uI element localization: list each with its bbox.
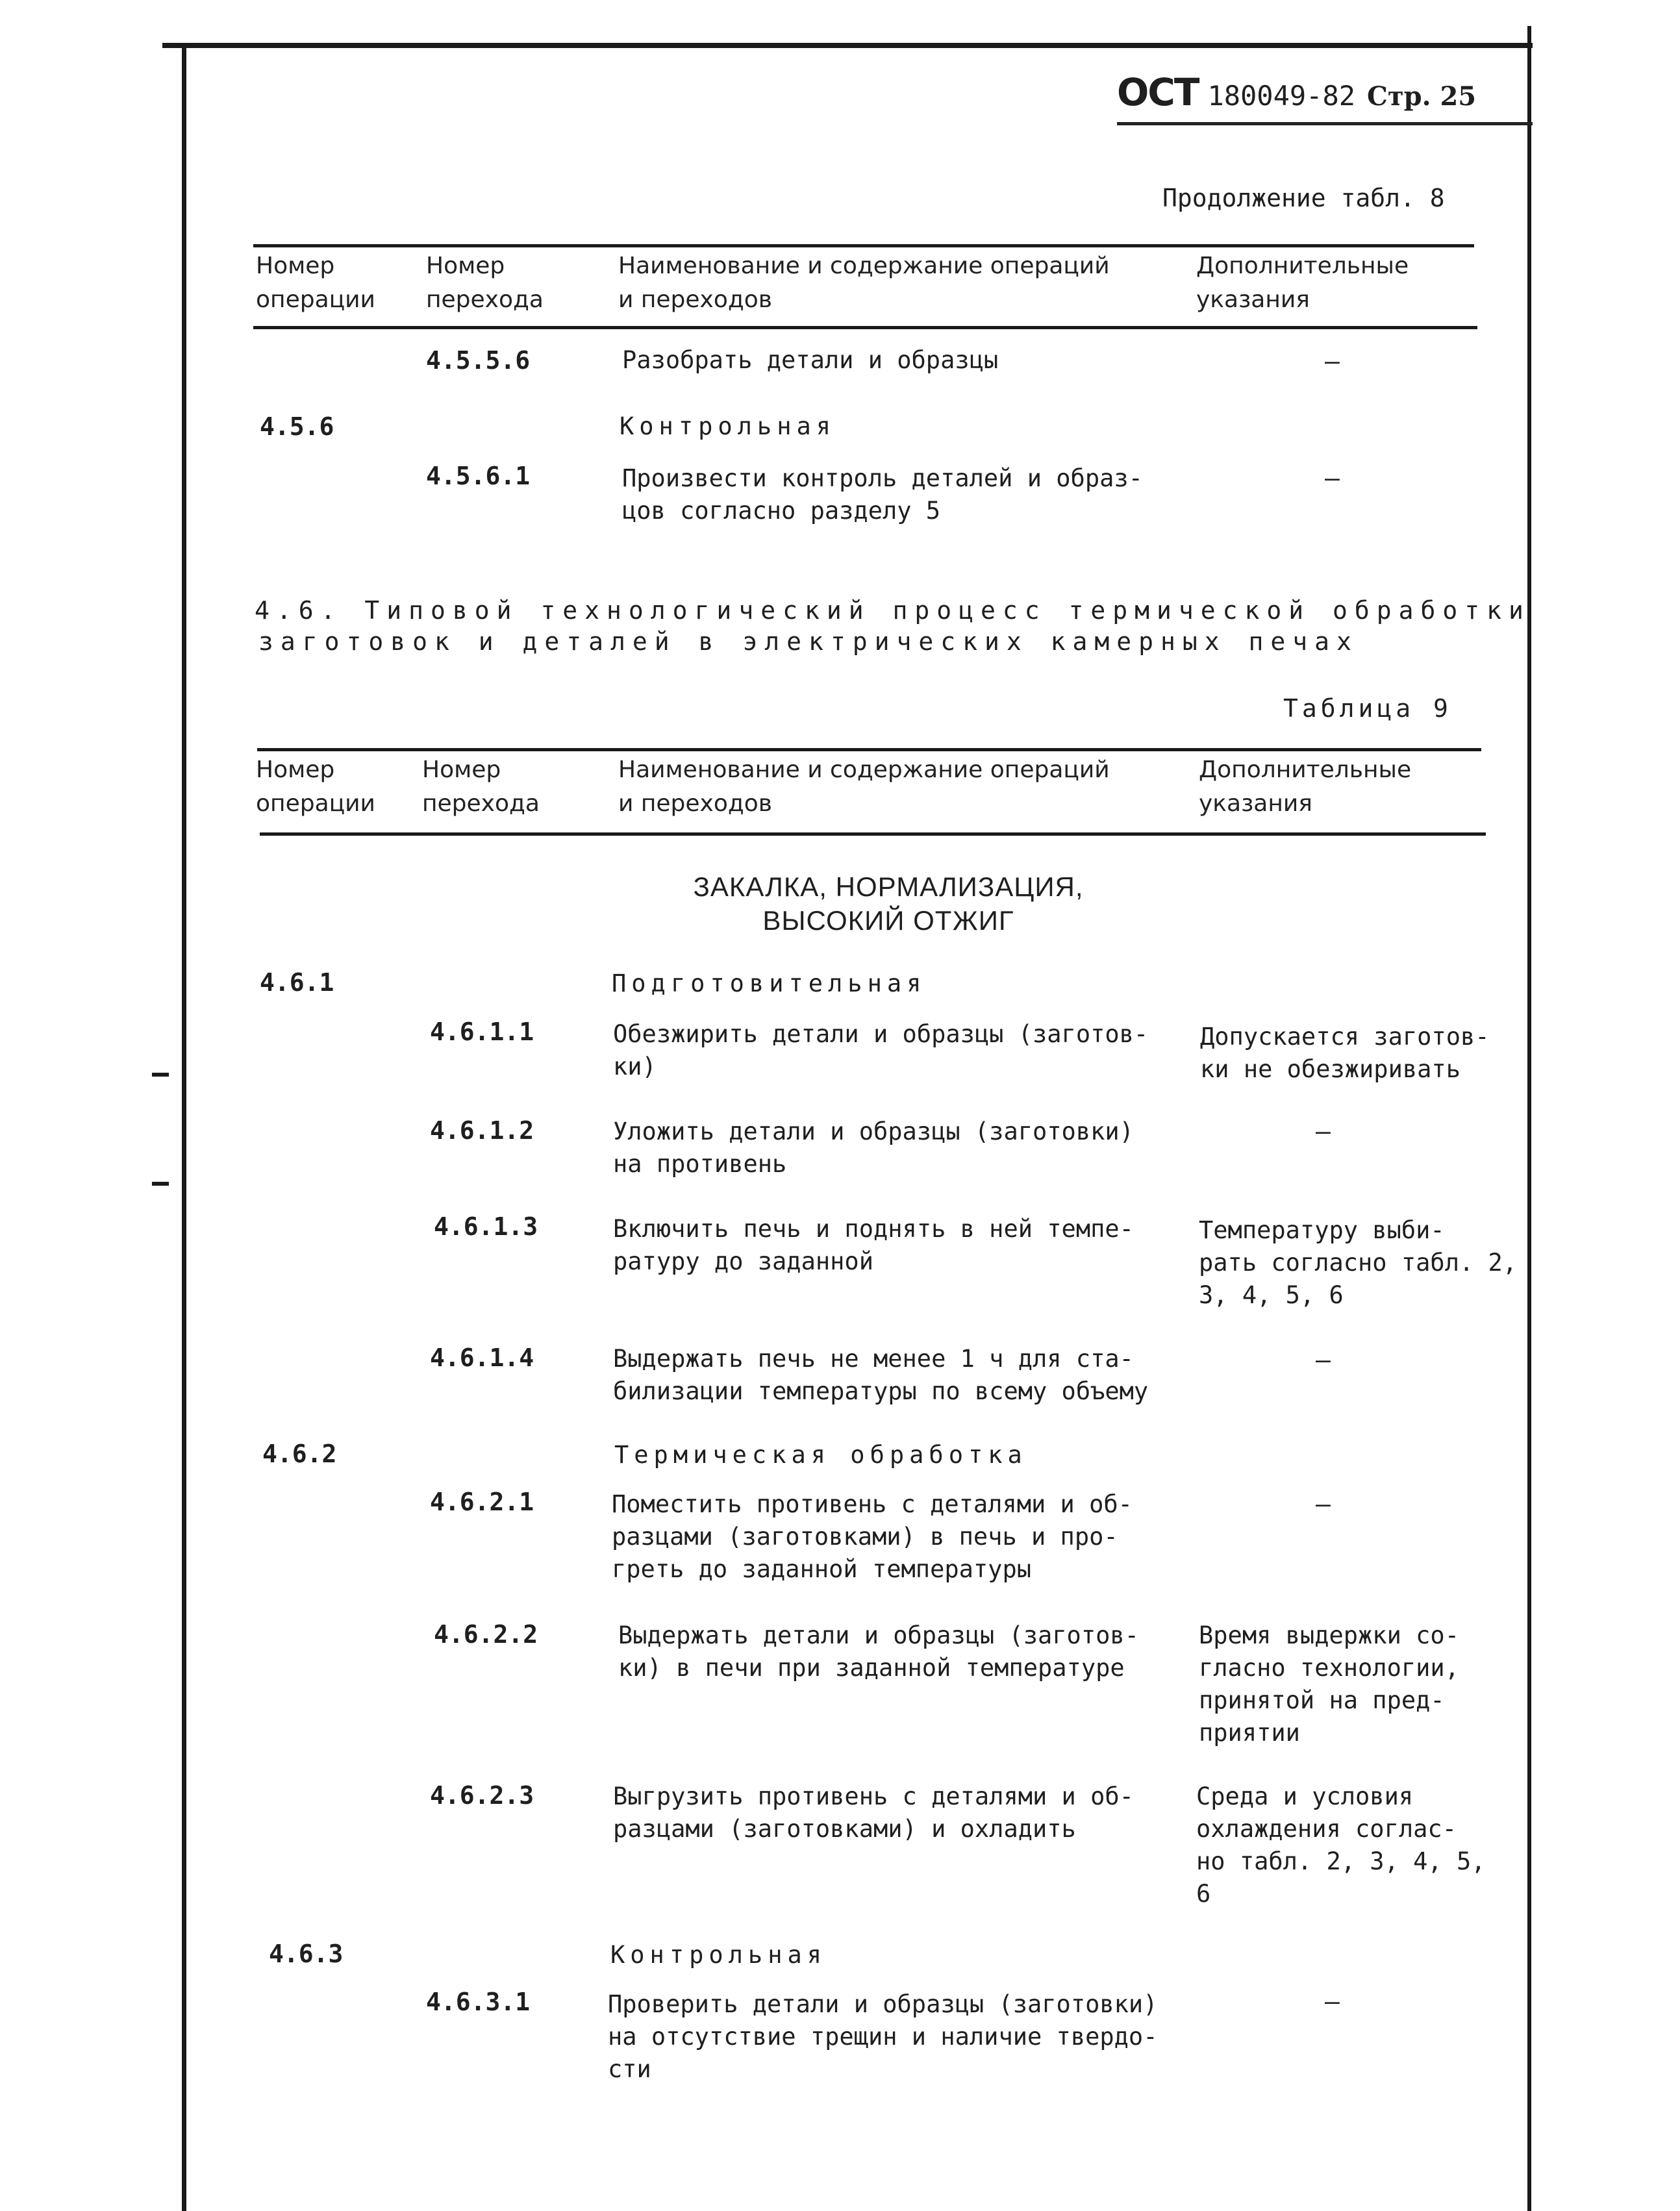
binding-mark xyxy=(152,1073,169,1077)
table8-operation-title: Контрольная xyxy=(620,412,836,440)
table8-row-text: Разобрать детали и образцы xyxy=(622,346,999,374)
table9-header-col-op: Номер операции xyxy=(256,756,375,817)
table9-header-col-name: Наименование и содержание операций и переходов xyxy=(618,756,1110,817)
step-number: 4.6.3.1 xyxy=(426,1988,531,2016)
operation-number: 4.6.1 xyxy=(260,968,334,997)
standard-code: ОСТ xyxy=(1117,70,1199,114)
table8-row-note: – xyxy=(1325,347,1340,375)
step-note: Среда и условия охлаждения соглас- но табл. 2, 3, 4, 5, 6 xyxy=(1196,1782,1486,1908)
table8-header-rule-bottom xyxy=(253,326,1477,329)
operation-title: Контрольная xyxy=(610,1941,827,1969)
operation-title: Подготовительная xyxy=(612,969,927,997)
table8-row-step-number: 4.5.6.1 xyxy=(426,462,531,490)
step-number: 4.6.2.3 xyxy=(430,1781,534,1810)
table8-operation-number: 4.5.6 xyxy=(260,412,334,441)
step-note: – xyxy=(1316,1117,1331,1145)
page-frame-right xyxy=(1527,26,1531,2211)
table9-header-col-notes: Дополнительные указания xyxy=(1199,756,1412,817)
table8-row-text: Произвести контроль деталей и образ- цов согласно разделу 5 xyxy=(622,464,1143,525)
table8-header-col-notes: Дополнительные указания xyxy=(1196,253,1409,313)
step-note: Время выдержки со- гласно технологии, принятой на пред- приятии xyxy=(1199,1621,1459,1747)
step-note: – xyxy=(1325,1987,1340,2016)
step-text: Обезжирить детали и образцы (заготов- ки) xyxy=(613,1020,1149,1081)
table9-header-col-step: Номер перехода xyxy=(422,756,540,817)
step-number: 4.6.1.4 xyxy=(430,1343,534,1372)
step-text: Уложить детали и образцы (заготовки) на противень xyxy=(613,1118,1134,1178)
table8-header-col-step: Номер перехода xyxy=(426,253,544,313)
page-number: Стр. 25 xyxy=(1367,81,1477,112)
section-title: 4.6. Типовой технологический процесс термической обработки заготовок и деталей в электрических камерных печах xyxy=(255,596,1531,656)
step-note: – xyxy=(1316,1490,1331,1518)
step-number: 4.6.1.3 xyxy=(434,1212,538,1241)
step-text: Выгрузить противень с деталями и об- разцами (заготовками) и охладить xyxy=(613,1782,1134,1843)
operation-number: 4.6.2 xyxy=(262,1440,337,1468)
step-number: 4.6.1.2 xyxy=(430,1116,534,1145)
table8-header-col-op: Номер операции xyxy=(256,253,375,313)
step-text: Поместить противень с деталями и об- разцами (заготовками) в печь и про- греть до заданной температуры xyxy=(612,1490,1133,1583)
step-text: Выдержать печь не менее 1 ч для ста- билизации температуры по всему объему xyxy=(613,1345,1149,1405)
table8-header-rule-top xyxy=(253,244,1474,247)
step-note: Температуру выби- рать согласно табл. 2, 3, 4, 5, 6 xyxy=(1199,1216,1518,1309)
page-frame-left xyxy=(182,43,186,2211)
standard-number: 180049-82 xyxy=(1207,80,1356,112)
table9-header-rule-top xyxy=(257,748,1481,751)
table8-row-step-number: 4.5.5.6 xyxy=(426,346,531,375)
step-text: Проверить детали и образцы (заготовки) на отсутствие трещин и наличие твердо- сти xyxy=(608,1990,1158,2083)
step-text: Включить печь и поднять в ней темпе- ратуру до заданной xyxy=(613,1215,1134,1275)
page-frame-top xyxy=(162,43,1533,48)
step-note: – xyxy=(1316,1345,1331,1374)
process-heading: ЗАКАЛКА, НОРМАЛИЗАЦИЯ, ВЫСОКИЙ ОТЖИГ xyxy=(693,871,1084,936)
step-number: 4.6.2.2 xyxy=(434,1620,538,1649)
document-header xyxy=(1117,70,1533,125)
operation-title: Термическая обработка xyxy=(614,1441,1027,1469)
step-number: 4.6.2.1 xyxy=(430,1488,534,1516)
table8-header-col-name: Наименование и содержание операций и переходов xyxy=(618,253,1110,313)
binding-mark xyxy=(152,1182,169,1186)
step-note: Допускается заготов- ки не обезжиривать xyxy=(1200,1023,1490,1083)
continuation-label: Продолжение табл. 8 xyxy=(1162,184,1445,212)
table9-label: Таблица 9 xyxy=(1283,694,1452,723)
step-number: 4.6.1.1 xyxy=(430,1018,534,1046)
operation-number: 4.6.3 xyxy=(269,1940,344,1968)
step-text: Выдержать детали и образцы (заготов- ки) в печи при заданной температуре xyxy=(618,1621,1139,1682)
table8-row-note: – xyxy=(1325,464,1340,492)
table9-header-rule-bottom xyxy=(260,832,1486,836)
